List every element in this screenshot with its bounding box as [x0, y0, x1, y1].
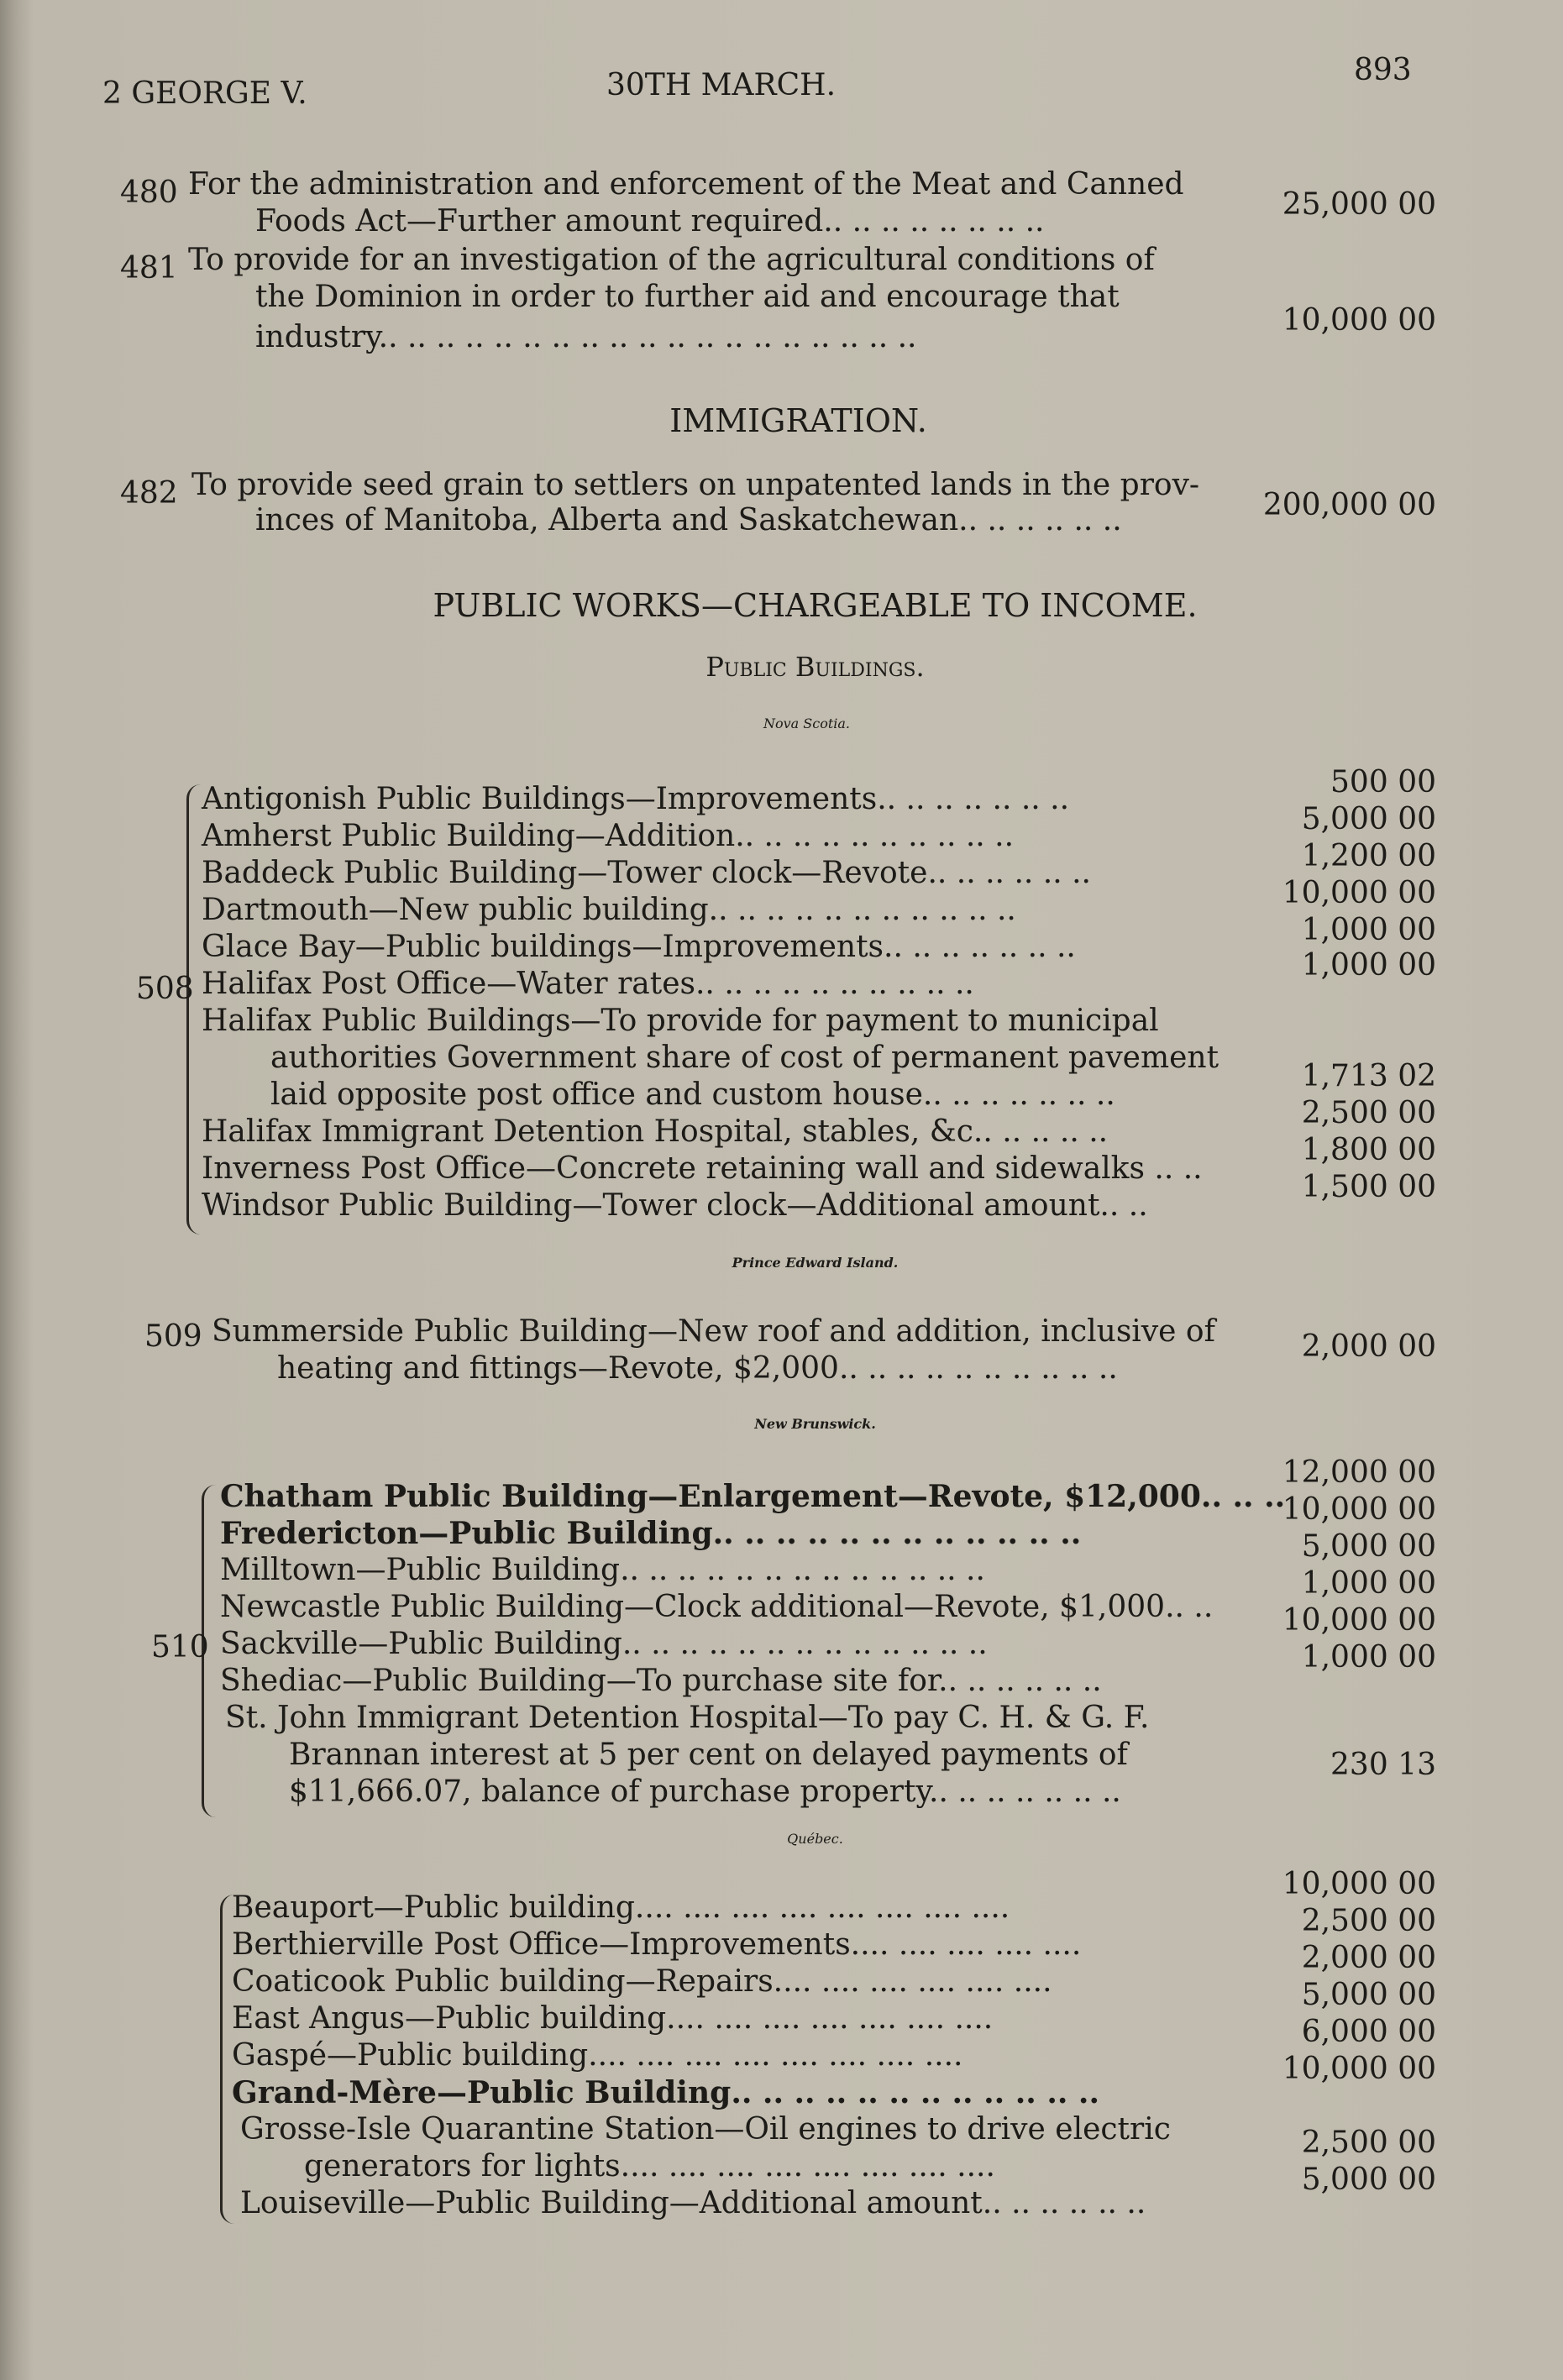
new-brunswick-amount: 10,000 00 — [1282, 1492, 1436, 1527]
quebec-amount: 5,000 00 — [1301, 1978, 1436, 2012]
item-text-line: the Dominion in order to further aid and encourage that — [255, 280, 1120, 314]
province-heading: New Brunswick. — [754, 1416, 876, 1432]
nova-scotia-entry: Windsor Public Building—Tower clock—Additional amount.. .. — [202, 1188, 1148, 1223]
quebec-amount: 2,500 00 — [1301, 1904, 1436, 1938]
nova-scotia-entry: Halifax Public Buildings—To provide for payment to municipal — [202, 1004, 1159, 1038]
quebec-entry: Grand-Mère—Public Building.. .. .. .. .. .. .. .. .. .. .. .. — [232, 2075, 1099, 2110]
quebec-amount: 5,000 00 — [1301, 2162, 1436, 2197]
new-brunswick-amount: 5,000 00 — [1301, 1529, 1436, 1564]
item-amount: 2,000 00 — [1301, 1329, 1436, 1364]
nova-scotia-amount: 2,500 00 — [1301, 1096, 1436, 1130]
quebec-entry: Gaspé—Public building.... .... .... .... .... .... .... .... — [232, 2038, 963, 2073]
nova-scotia-entry: authorities Government share of cost of permanent pavement — [270, 1041, 1219, 1075]
item-text-line: Foods Act—Further amount required.. .. .. .. .. .. .. .. — [255, 204, 1045, 239]
new-brunswick-entry: Sackville—Public Building.. .. .. .. .. .. .. .. .. .. .. .. .. — [220, 1627, 988, 1661]
new-brunswick-entry: Shediac—Public Building—To purchase site for.. .. .. .. .. .. — [220, 1664, 1102, 1698]
item-amount: 10,000 00 — [1282, 303, 1436, 338]
item-text-line: To provide for an investigation of the agricultural conditions of — [188, 243, 1155, 277]
nova-scotia-entry: Glace Bay—Public buildings—Improvements.. .. .. .. .. .. .. — [202, 930, 1076, 964]
province-heading: Québec. — [787, 1831, 843, 1847]
quebec-entry: Coaticook Public building—Repairs.... .... .... .... .... .... — [232, 1964, 1052, 1999]
quebec-entry: Beauport—Public building.... .... .... .... .... .... .... .... — [232, 1890, 1010, 1925]
nova-scotia-entry: Halifax Post Office—Water rates.. .. .. .. .. .. .. .. .. .. — [202, 967, 974, 1001]
nova-scotia-entry: Amherst Public Building—Addition.. .. .. .. .. .. .. .. .. .. — [202, 819, 1015, 853]
item-number: 482 — [120, 476, 178, 511]
nova-scotia-amount: 1,000 00 — [1301, 913, 1436, 947]
new-brunswick-entry: Newcastle Public Building—Clock additional—Revote, $1,000.. .. — [220, 1590, 1214, 1624]
running-header-date: 30TH MARCH. — [606, 68, 837, 102]
nova-scotia-entry: Antigonish Public Buildings—Improvements.. .. .. .. .. .. .. — [202, 782, 1070, 816]
group-brace — [186, 784, 201, 1235]
group-number: 508 — [136, 972, 194, 1006]
item-number: 509 — [144, 1319, 202, 1354]
subsection-heading: Public Buildings. — [705, 651, 925, 683]
quebec-entry: East Angus—Public building.... .... .... .... .... .... .... — [232, 2001, 994, 2036]
new-brunswick-entry: Fredericton—Public Building.. .. .. .. .. .. .. .. .. .. .. .. — [220, 1516, 1082, 1551]
new-brunswick-amount: 12,000 00 — [1282, 1455, 1436, 1490]
new-brunswick-amount: 1,000 00 — [1301, 1640, 1436, 1675]
section-heading: IMMIGRATION. — [669, 402, 927, 439]
nova-scotia-entry: Inverness Post Office—Concrete retaining wall and sidewalks .. .. — [202, 1151, 1203, 1186]
nova-scotia-entry: Dartmouth—New public building.. .. .. .. .. .. .. .. .. .. .. — [202, 893, 1016, 927]
quebec-entry: Grosse-Isle Quarantine Station—Oil engines to drive electric — [240, 2112, 1171, 2147]
page-number: 893 — [1354, 53, 1412, 87]
nova-scotia-amount: 1,800 00 — [1301, 1133, 1436, 1167]
item-text-line: Summerside Public Building—New roof and addition, inclusive of — [212, 1314, 1215, 1349]
item-number: 481 — [120, 251, 178, 286]
quebec-entry: Berthierville Post Office—Improvements.... .... .... .... .... — [232, 1927, 1082, 1962]
new-brunswick-entry: Chatham Public Building—Enlargement—Revote, $12,000.. .. .. — [220, 1479, 1286, 1514]
nova-scotia-entry: Halifax Immigrant Detention Hospital, stables, &c.. .. .. .. .. — [202, 1114, 1109, 1149]
nova-scotia-amount: 500 00 — [1330, 765, 1436, 799]
item-number: 480 — [120, 176, 178, 210]
province-heading: Nova Scotia. — [763, 716, 851, 731]
nova-scotia-amount: 1,200 00 — [1301, 839, 1436, 873]
item-amount: 200,000 00 — [1262, 488, 1436, 522]
running-header-left: 2 GEORGE V. — [102, 76, 307, 111]
item-text-line: For the administration and enforcement of the Meat and Canned — [188, 167, 1184, 202]
new-brunswick-amount: 230 13 — [1330, 1748, 1436, 1782]
item-text-line: To provide seed grain to settlers on unpatented lands in the prov- — [191, 468, 1200, 502]
quebec-amount: 6,000 00 — [1301, 2015, 1436, 2049]
item-text-line: industry.. .. .. .. .. .. .. .. .. .. .. .. .. .. .. .. .. .. .. — [255, 320, 917, 354]
nova-scotia-amount: 1,713 02 — [1301, 1059, 1436, 1093]
nova-scotia-amount: 10,000 00 — [1282, 876, 1436, 910]
nova-scotia-entry: Baddeck Public Building—Tower clock—Revote.. .. .. .. .. .. — [202, 856, 1091, 890]
item-text-line: inces of Manitoba, Alberta and Saskatchewan.. .. .. .. .. .. — [255, 503, 1122, 537]
new-brunswick-entry: Brannan interest at 5 per cent on delayed payments of — [289, 1738, 1128, 1772]
item-text-line: heating and fittings—Revote, $2,000.. .. .. .. .. .. .. .. .. .. — [277, 1351, 1118, 1386]
new-brunswick-entry: St. John Immigrant Detention Hospital—To pay C. H. & G. F. — [225, 1701, 1150, 1735]
quebec-amount: 2,000 00 — [1301, 1941, 1436, 1975]
group-number: 510 — [151, 1630, 209, 1664]
nova-scotia-amount: 1,000 00 — [1301, 948, 1436, 983]
quebec-amount: 10,000 00 — [1282, 1867, 1436, 1901]
quebec-entry: Louiseville—Public Building—Additional amount.. .. .. .. .. .. — [240, 2186, 1146, 2220]
item-amount: 25,000 00 — [1282, 187, 1436, 222]
new-brunswick-entry: Milltown—Public Building.. .. .. .. .. .. .. .. .. .. .. .. .. — [220, 1553, 985, 1587]
new-brunswick-amount: 10,000 00 — [1282, 1603, 1436, 1638]
nova-scotia-amount: 5,000 00 — [1301, 802, 1436, 836]
nova-scotia-entry: laid opposite post office and custom house.. .. .. .. .. .. .. — [270, 1077, 1115, 1112]
new-brunswick-amount: 1,000 00 — [1301, 1566, 1436, 1601]
new-brunswick-entry: $11,666.07, balance of purchase property.. .. .. .. .. .. .. — [289, 1775, 1121, 1809]
quebec-amount: 10,000 00 — [1282, 2052, 1436, 2086]
quebec-amount: 2,500 00 — [1301, 2126, 1436, 2160]
section-heading: PUBLIC WORKS—CHARGEABLE TO INCOME. — [433, 587, 1198, 624]
province-heading: Prince Edward Island. — [732, 1255, 899, 1271]
nova-scotia-amount: 1,500 00 — [1301, 1170, 1436, 1204]
quebec-entry: generators for lights.... .... .... .... .... .... .... .... — [304, 2149, 995, 2183]
